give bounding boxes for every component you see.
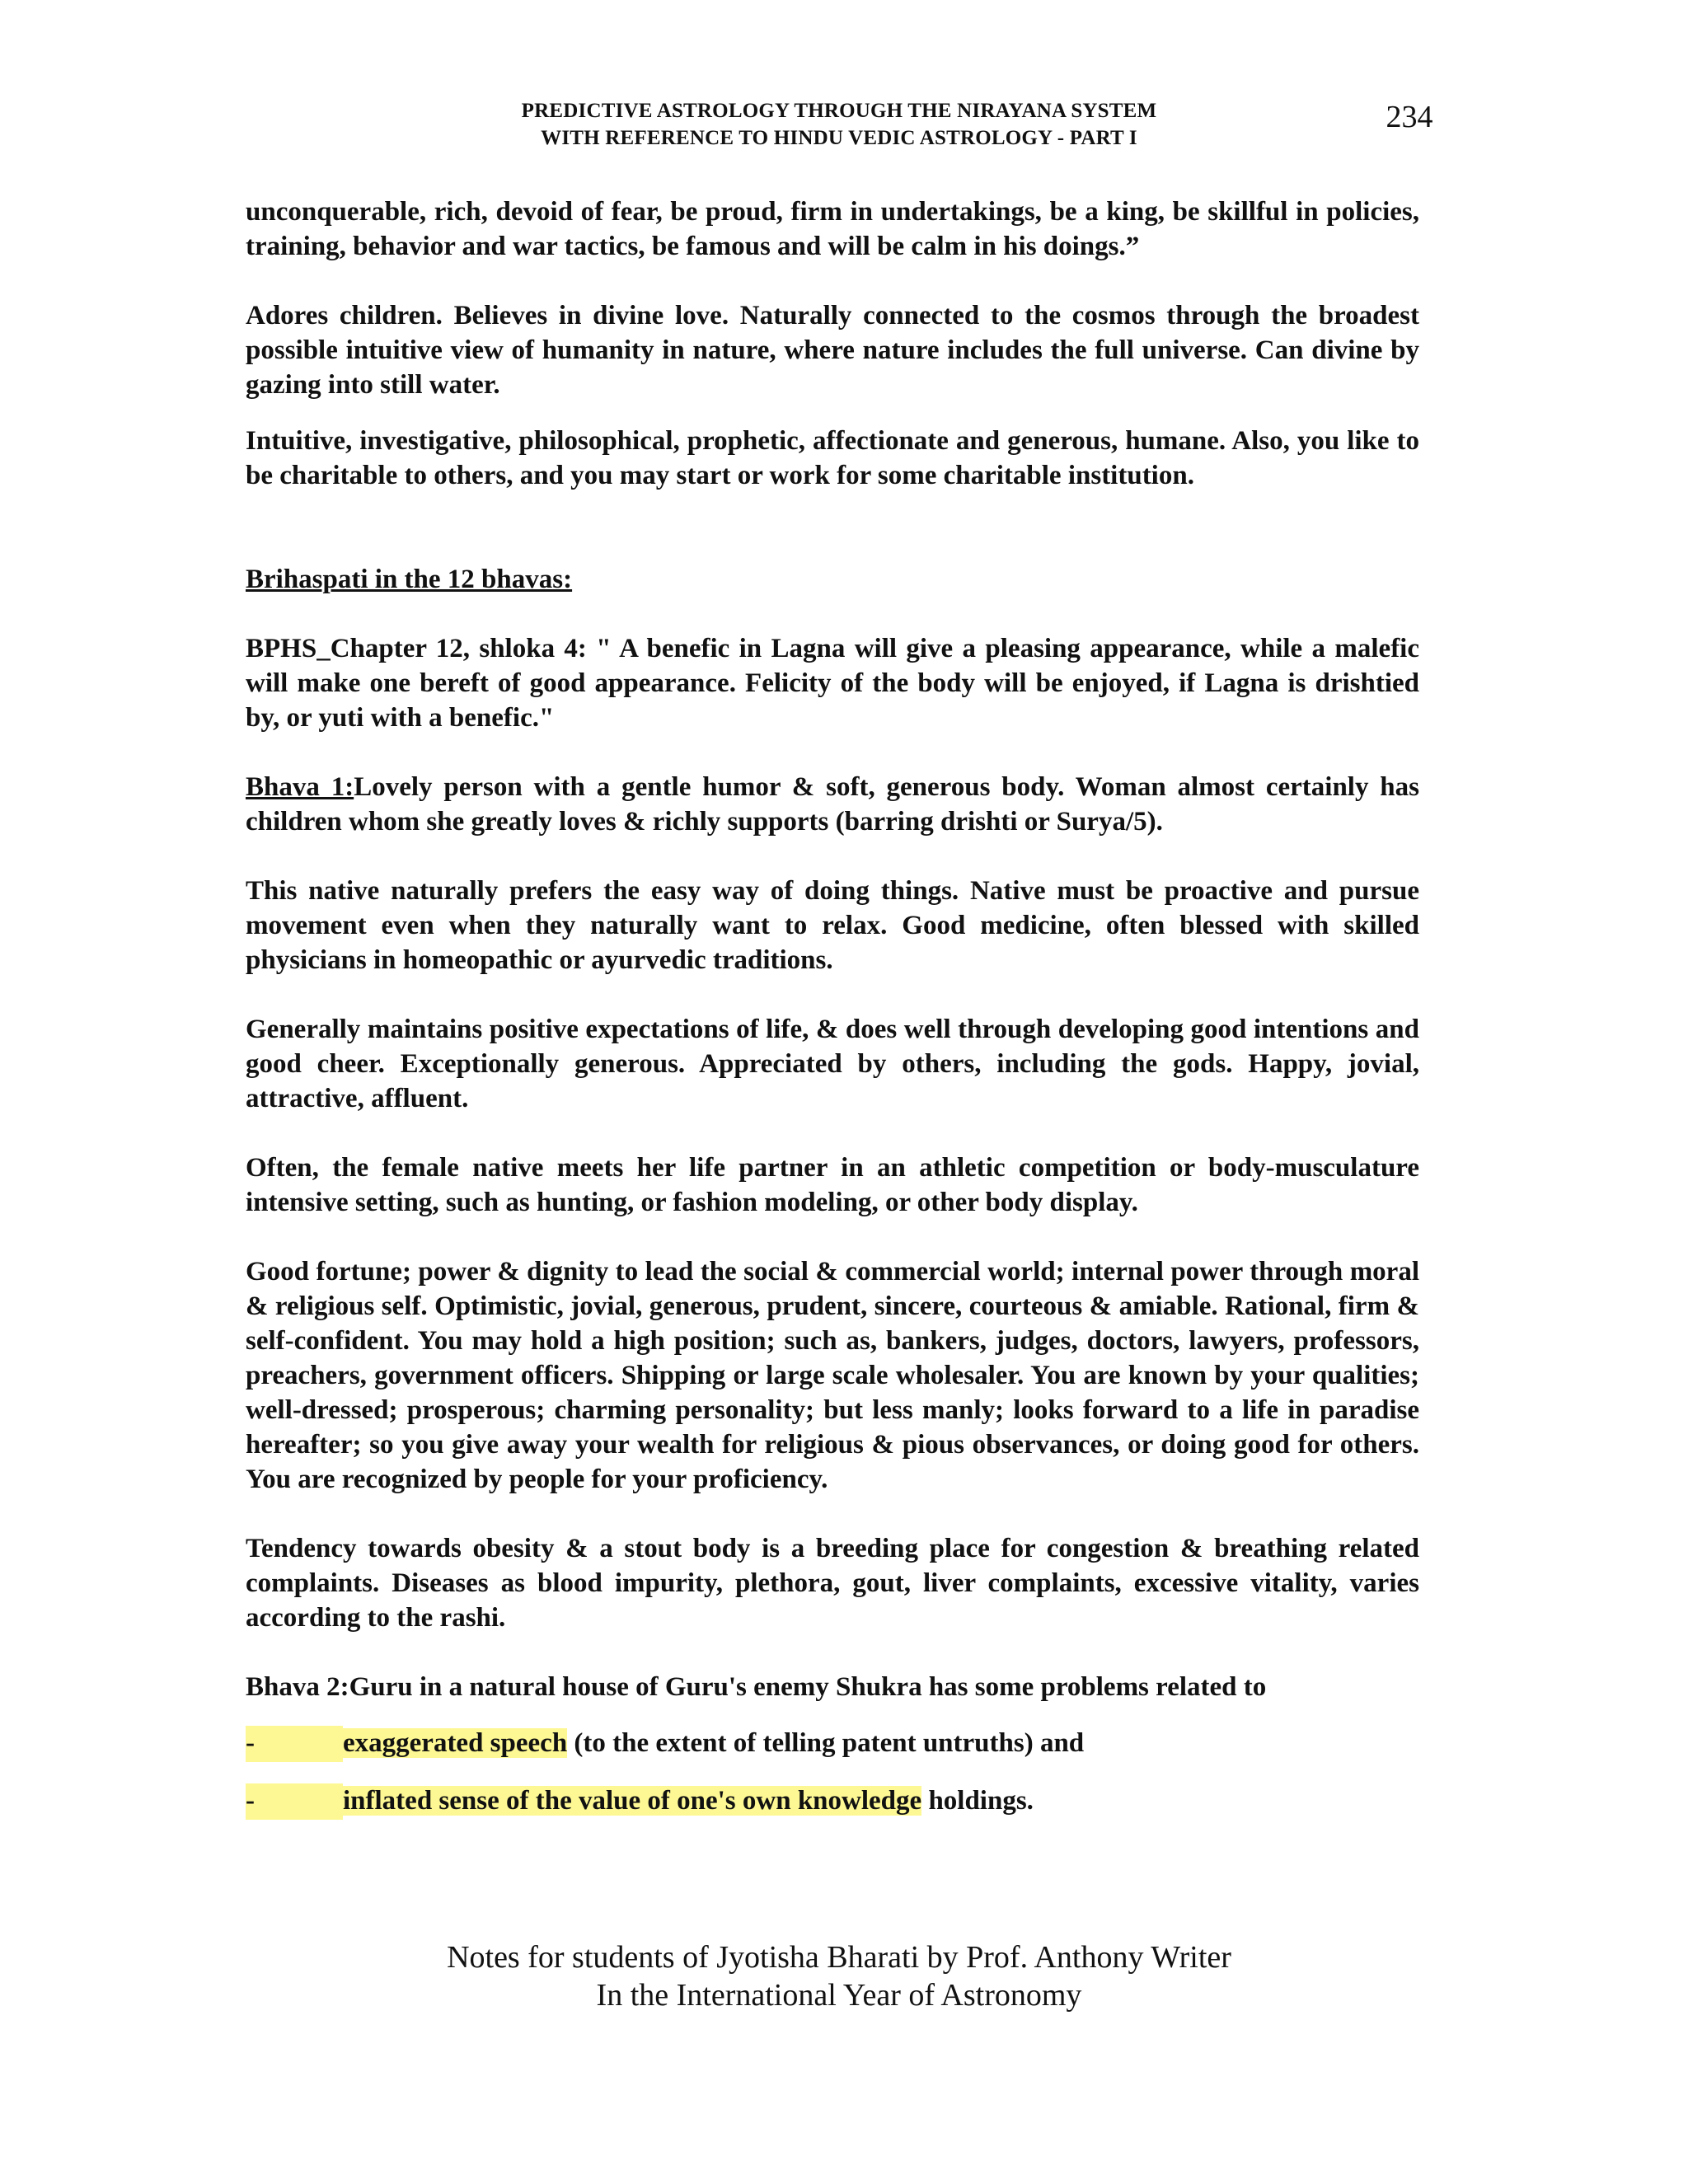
footer-line-2: In the International Year of Astronomy	[596, 1978, 1082, 2013]
bullet-text	[343, 1726, 1084, 1760]
highlighted-text: exaggerated speech	[343, 1728, 568, 1758]
paragraph-obesity: Tendency towards obesity & a stout body is a breeding place for congestion & breathing related complaints. Diseases as blood impurity, plethora, gout, liver complaints, excessive vitality, varies according to the rashi.	[246, 1534, 1419, 1633]
bullet-rest-text: holdings.	[921, 1786, 1034, 1816]
paragraph-bhava-1	[246, 770, 1419, 839]
running-header	[246, 97, 1432, 152]
paragraph-female-native: Often, the female native meets her life partner in an athletic competition or body-musculature intensive setting, such as hunting, or fashion modeling, or other body display.	[246, 1153, 1419, 1217]
section-heading	[246, 562, 1419, 597]
paragraph-adores-children: Adores children. Believes in divine love. Naturally connected to the cosmos through the broadest possible intuitive view of humanity in nature, where nature includes the full universe. Can divine by gazing into still water.	[246, 301, 1419, 400]
section-heading-text: Brihaspati in the 12 bhavas:	[246, 565, 573, 594]
footer-line-1: Notes for students of Jyotisha Bharati by Prof. Anthony Writer	[447, 1940, 1231, 1975]
bullet-item	[246, 1726, 1419, 1762]
paragraph-intuitive: Intuitive, investigative, philosophical, prophetic, affectionate and generous, humane. Also, you like to be charitable to others, and you may start or work for some charitable institution.	[246, 426, 1419, 490]
bhava-1-text: Lovely person with a gentle humor & soft, generous body. Woman almost certainly has children whom she greatly loves & richly supports (barring drishti or Surya/5).	[246, 772, 1419, 837]
page-footer	[246, 1938, 1432, 2014]
paragraph-positive-expectations: Generally maintains positive expectations of life, & does well through developing good intentions and good cheer. Exceptionally generous. Appreciated by others, including the gods. Happy, jovial, attractive, affluent.	[246, 1015, 1419, 1113]
bhava-1-label: Bhava 1:	[246, 772, 354, 802]
paragraph-good-fortune: Good fortune; power & dignity to lead the social & commercial world; internal power through moral & religious self. Optimistic, jovial, generous, prudent, sincere, courteous & amiable. Rational, firm & self-confident. You may hold a high position; such as, bankers, judges, doctors, lawyers, professors, preachers, government officers. Shipping or large scale wholesaler. You are known by your qualities; well-dressed; prosperous; charming personality; but less manly; looks forward to a life in paradise hereafter; so you give away your wealth for religious & pious observances, or doing good for others. You are recognized by people for your proficiency.	[246, 1257, 1419, 1494]
page-number: 234	[1386, 100, 1433, 134]
paragraph-bhava-2: Bhava 2:Guru in a natural house of Guru's enemy Shukra has some problems related to	[246, 1672, 1267, 1702]
paragraph-continuation: unconquerable, rich, devoid of fear, be proud, firm in undertakings, be a king, be skillful in policies, training, behavior and war tactics, be famous and will be calm in his doings.”	[246, 197, 1419, 261]
bullet-dash: -	[246, 1783, 343, 1820]
paragraph-bphs-quote: BPHS_Chapter 12, shloka 4: " A benefic in Lagna will give a pleasing appearance, while a malefic will make one bereft of good appearance. Felicity of the body will be enjoyed, if Lagna is drishtied by, or yuti with a benefic."	[246, 634, 1419, 733]
paragraph-easy-way: This native naturally prefers the easy way of doing things. Native must be proactive and pursue movement even when they naturally want to relax. Good medicine, often blessed with skilled physicians in homeopathic or ayurvedic traditions.	[246, 876, 1419, 975]
bullet-rest-text: (to the extent of telling patent untruths) and	[567, 1728, 1085, 1758]
header-line-2: WITH REFERENCE TO HINDU VEDIC ASTROLOGY - PART I	[541, 127, 1137, 149]
bullet-item	[246, 1783, 1419, 1820]
bullet-text	[343, 1783, 1034, 1818]
header-line-1: PREDICTIVE ASTROLOGY THROUGH THE NIRAYANA SYSTEM	[521, 100, 1157, 122]
bullet-dash: -	[246, 1726, 343, 1762]
page-body	[246, 194, 1419, 1820]
highlighted-text: inflated sense of the value of one's own knowledge	[343, 1786, 922, 1816]
